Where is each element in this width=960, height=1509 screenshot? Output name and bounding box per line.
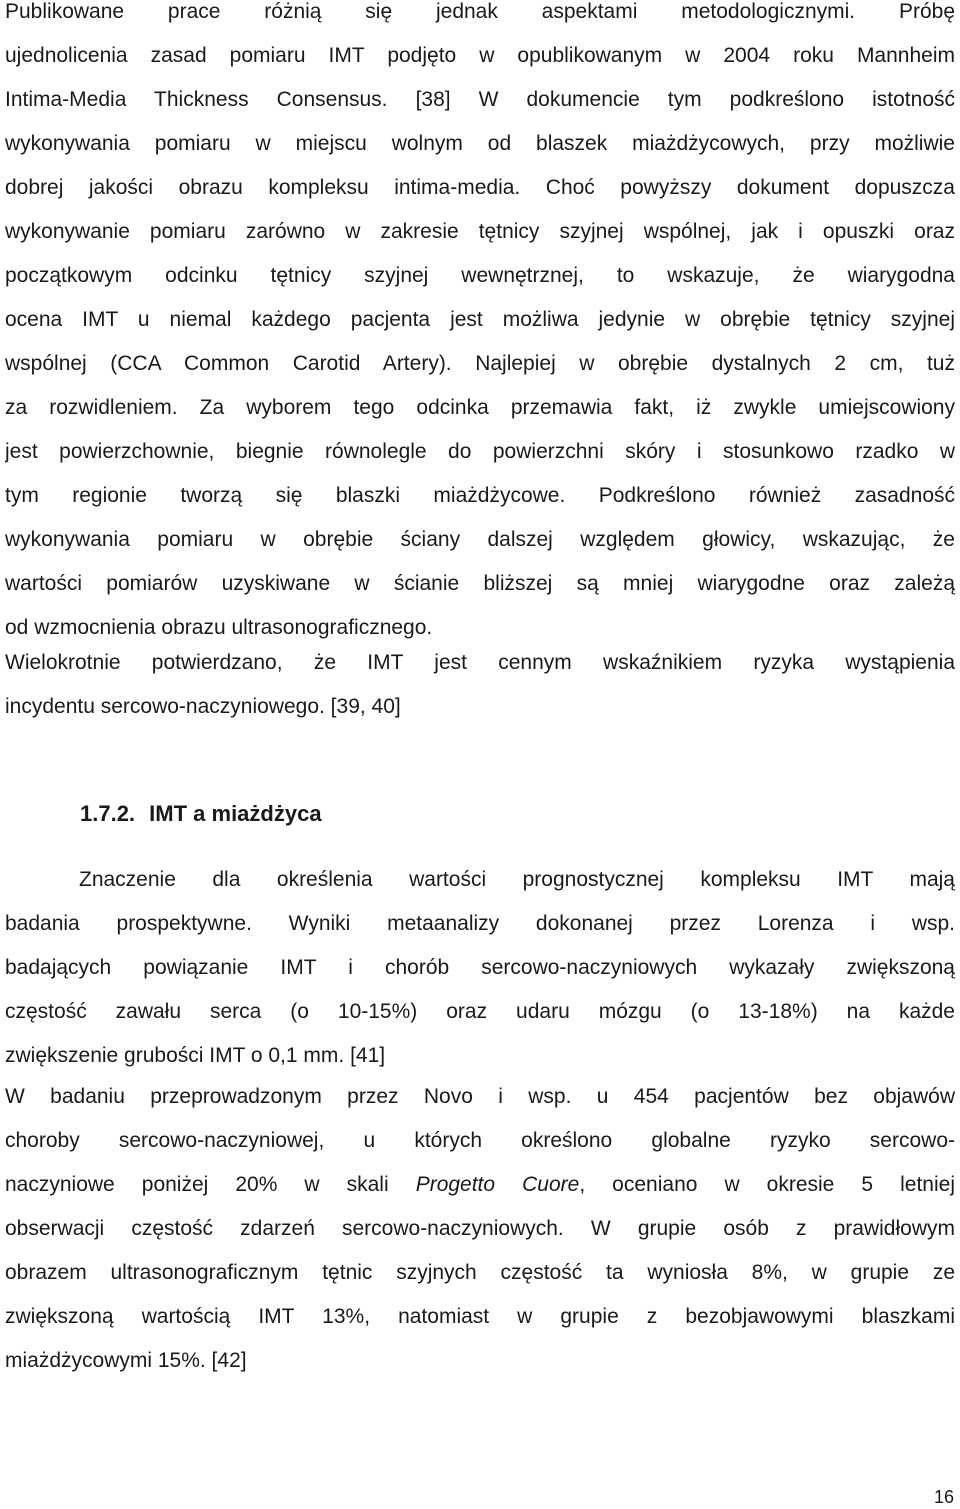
text-line: wspólnej (CCA Common Carotid Artery). Najlepiej w obrębie dystalnych 2 cm, tuż bbox=[5, 352, 955, 375]
text-line: dobrej jakości obrazu kompleksu intima-media. Choć powyższy dokument dopuszcza bbox=[5, 176, 955, 199]
text-line: badających powiązanie IMT i chorób sercowo-naczyniowych wykazały zwiększoną bbox=[5, 956, 955, 979]
text-line: Publikowane prace różnią się jednak aspektami metodologicznymi. Próbę bbox=[5, 0, 955, 23]
text-fragment: , oceniano w okresie 5 letniej bbox=[579, 1173, 955, 1196]
text-line: ujednolicenia zasad pomiaru IMT podjęto w opublikowanym w 2004 roku Mannheim bbox=[5, 44, 955, 67]
scale-name-italic: Progetto Cuore bbox=[415, 1173, 580, 1196]
text-line: incydentu sercowo-naczyniowego. [39, 40] bbox=[5, 695, 401, 718]
text-line: częstość zawału serca (o 10-15%) oraz udaru mózgu (o 13-18%) na każde bbox=[5, 1000, 955, 1023]
paragraph-novo-study bbox=[5, 1085, 955, 1393]
text-line: W badaniu przeprowadzonym przez Novo i wsp. u 454 pacjentów bez objawów bbox=[5, 1085, 955, 1108]
text-line-mixed bbox=[5, 1173, 955, 1217]
text-line: choroby sercowo-naczyniowej, u których określono globalne ryzyko sercowo- bbox=[5, 1129, 955, 1152]
text-line: od wzmocnienia obrazu ultrasonograficznego. bbox=[5, 616, 433, 639]
text-line: wartości pomiarów uzyskiwane w ścianie bliższej są mniej wiarygodne oraz zależą bbox=[5, 572, 955, 595]
section-title: IMT a miażdżyca bbox=[149, 801, 322, 826]
text-line: zwiększoną wartością IMT 13%, natomiast w grupie z bezobjawowymi blaszkami bbox=[5, 1305, 955, 1328]
text-line: ocena IMT u niemal każdego pacjenta jest możliwa jedynie w obrębie tętnicy szyjnej bbox=[5, 308, 955, 331]
text-line: zwiększenie grubości IMT o 0,1 mm. [41] bbox=[5, 1044, 386, 1067]
text-line: obserwacji częstość zdarzeń sercowo-naczyniowych. W grupie osób z prawidłowym bbox=[5, 1217, 955, 1240]
section-number: 1.7.2. bbox=[80, 801, 136, 826]
text-line: tym regionie tworzą się blaszki miażdżycowe. Podkreślono również zasadność bbox=[5, 484, 955, 507]
text-line: Intima-Media Thickness Consensus. [38] W dokumencie tym podkreślono istotność bbox=[5, 88, 955, 111]
paragraph-imt-risk bbox=[5, 651, 955, 739]
text-fragment: naczyniowe poniżej 20% w skali bbox=[5, 1173, 416, 1196]
text-line: miażdżycowymi 15%. [42] bbox=[5, 1349, 247, 1372]
text-line: za rozwidleniem. Za wyborem tego odcinka przemawia fakt, iż zwykle umiejscowiony bbox=[5, 396, 955, 419]
text-line: wykonywanie pomiaru zarówno w zakresie tętnicy szyjnej wspólnej, jak i opuszki oraz bbox=[5, 220, 955, 243]
text-line: obrazem ultrasonograficznym tętnic szyjnych częstość ta wyniosła 8%, w grupie ze bbox=[5, 1261, 955, 1284]
text-line: początkowym odcinku tętnicy szyjnej wewnętrznej, to wskazuje, że wiarygodna bbox=[5, 264, 955, 287]
text-line: wykonywania pomiaru w miejscu wolnym od blaszek miażdżycowych, przy możliwie bbox=[5, 132, 955, 155]
paragraph-prognostic-value bbox=[5, 868, 955, 1088]
section-heading bbox=[80, 801, 322, 827]
paragraph-intro bbox=[5, 0, 955, 660]
text-line: badania prospektywne. Wyniki metaanalizy dokonanej przez Lorenza i wsp. bbox=[5, 912, 955, 935]
text-line: Wielokrotnie potwierdzano, że IMT jest cennym wskaźnikiem ryzyka wystąpienia bbox=[5, 651, 955, 674]
text-line: jest powierzchownie, biegnie równolegle do powierzchni skóry i stosunkowo rzadko w bbox=[5, 440, 955, 463]
page-number: 16 bbox=[933, 1487, 954, 1507]
text-line: Znaczenie dla określenia wartości prognostycznej kompleksu IMT mają bbox=[79, 868, 955, 891]
text-line: wykonywania pomiaru w obrębie ściany dalszej względem głowicy, wskazując, że bbox=[5, 528, 955, 551]
